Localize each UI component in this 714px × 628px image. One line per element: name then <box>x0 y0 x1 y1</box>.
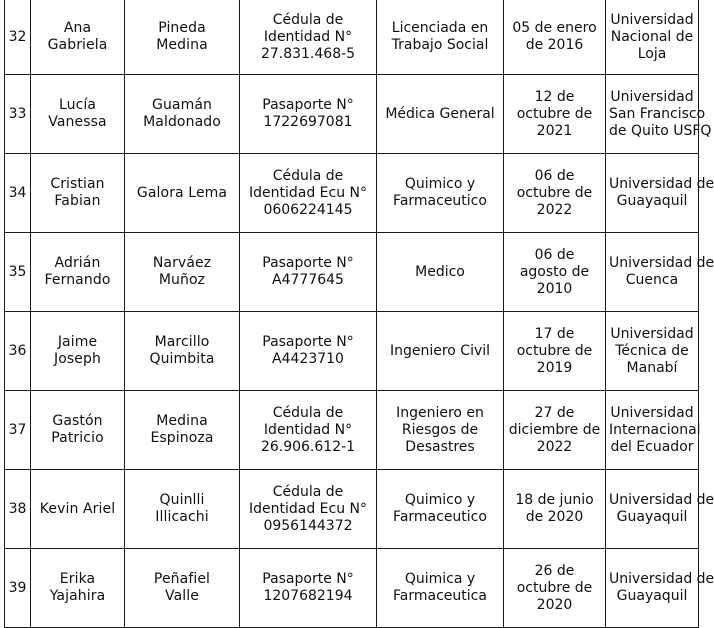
given-names-cell <box>31 75 125 154</box>
cell-text-line: Quimbita <box>149 351 215 367</box>
cell-text-line: Marcillo <box>154 334 210 350</box>
row-number-cell: 35 <box>5 233 31 312</box>
cell-text-line: San Francisco <box>609 105 706 122</box>
surnames-cell <box>125 75 240 154</box>
cell-text-line: 1207682194 <box>263 588 353 604</box>
cell-text-line: Narváez <box>152 255 212 271</box>
cell-text-line: Identidad Ecu N° <box>248 184 368 201</box>
graduation-date-cell <box>504 391 606 470</box>
cell-text-line: Lucía <box>58 97 97 113</box>
university-cell <box>606 391 699 470</box>
cell-text-line: Cédula de <box>272 167 344 184</box>
cell-text-line: Guamán <box>152 97 212 113</box>
cell-text-line: Licenciada en <box>391 20 489 36</box>
identity-document-cell <box>240 0 377 75</box>
cell-text-line: Identidad Ecu N° <box>248 500 368 517</box>
cell-text-line: octubre de <box>516 579 593 596</box>
cell-text-line: 2019 <box>536 359 573 376</box>
given-names-cell <box>31 549 125 628</box>
university-cell <box>606 312 699 391</box>
cell-text-line: Universidad de <box>609 255 714 271</box>
row-number-cell: 38 <box>5 470 31 549</box>
cell-text-line: Universidad <box>610 404 694 421</box>
professional-title-cell <box>377 549 504 628</box>
cell-text-line: Patricio <box>51 430 104 446</box>
cell-text-line: Guayaquil <box>616 509 688 525</box>
cell-text-line: 2010 <box>536 280 573 297</box>
given-names-cell <box>31 233 125 312</box>
cell-text-line: Pasaporte N° <box>262 571 354 587</box>
surnames-cell <box>125 154 240 233</box>
surnames-cell <box>125 312 240 391</box>
cell-text-line: Jaime <box>57 334 98 350</box>
cell-text-line: Desastres <box>405 438 475 455</box>
cell-text-line: Universidad <box>610 11 694 28</box>
identity-document-cell <box>240 154 377 233</box>
identity-document-cell <box>240 75 377 154</box>
cell-text-line: 0606224145 <box>263 201 353 218</box>
professional-title-cell <box>377 0 504 75</box>
cell-text-line: Pasaporte N° <box>262 255 354 271</box>
cell-text-line: Cuenca <box>625 272 679 288</box>
cell-text-line: Cédula de <box>272 483 344 500</box>
graduation-date-cell <box>504 312 606 391</box>
cell-text-line: de 2020 <box>525 509 584 525</box>
cell-text-line: 26 de <box>534 562 575 579</box>
graduation-date-cell <box>504 233 606 312</box>
university-cell <box>606 470 714 549</box>
cell-text-line: Valle <box>165 588 199 604</box>
cell-text-line: Espinoza <box>150 430 214 446</box>
cell-text-line: 18 de junio <box>515 492 594 508</box>
professional-title-cell <box>377 391 504 470</box>
university-cell <box>606 233 714 312</box>
cell-text-line: octubre de <box>516 184 593 201</box>
row-number-cell: 34 <box>5 154 31 233</box>
cell-text-line: A4423710 <box>272 351 344 367</box>
graduation-date-cell <box>504 470 606 549</box>
cell-text-line: Ingeniero en <box>396 404 484 421</box>
cell-text-line: Adrián <box>54 255 101 271</box>
cell-text-line: Quimico y <box>404 176 476 192</box>
cell-text-line: de 2016 <box>525 37 584 53</box>
cell-text-line: octubre de <box>516 342 593 359</box>
cell-text-line: 2022 <box>536 201 573 218</box>
row-number-cell: 32 <box>5 0 31 75</box>
identity-document-cell <box>240 391 377 470</box>
cell-text-line: 1722697081 <box>263 114 353 130</box>
given-names-cell <box>31 154 125 233</box>
cell-text-line: Universidad <box>610 325 694 342</box>
cell-text-line: Universidad de <box>609 571 714 587</box>
cell-text-line: Farmaceutico <box>393 509 487 525</box>
cell-text-line: Universidad <box>610 88 694 105</box>
identity-document-cell <box>240 549 377 628</box>
university-cell <box>606 549 714 628</box>
cell-text-line: Peñafiel <box>153 571 211 587</box>
cell-text-line: Trabajo Social <box>391 37 489 53</box>
cell-text-line: Universidad de <box>609 492 714 508</box>
cell-text-line: Loja <box>637 45 667 62</box>
row-number-cell: 36 <box>5 312 31 391</box>
cell-text-line: Fernando <box>44 272 111 288</box>
table-row <box>5 154 699 233</box>
cell-text-line: Farmaceutica <box>393 588 487 604</box>
graduation-date-cell <box>504 154 606 233</box>
table-row <box>5 75 699 154</box>
graduation-date-cell <box>504 75 606 154</box>
cell-text-line: Medina <box>156 413 208 429</box>
cell-text-line: Cédula de <box>272 11 344 28</box>
identity-document-cell <box>240 233 377 312</box>
table-row <box>5 470 699 549</box>
cell-text-line: Identidad N° <box>263 421 353 438</box>
given-names-cell <box>31 470 125 549</box>
cell-text-line: 17 de <box>534 325 575 342</box>
cell-text-line: 27 de <box>534 404 575 421</box>
cell-text-line: del Ecuador <box>610 438 694 455</box>
cell-text-line: Yajahira <box>49 588 106 604</box>
cell-text-line: Medico <box>415 263 465 280</box>
row-number-cell: 33 <box>5 75 31 154</box>
cell-text-line: Fabian <box>54 193 101 209</box>
cell-text-line: Ingeniero Civil <box>389 342 491 359</box>
cell-text-line: Kevin Ariel <box>39 500 116 517</box>
cell-text-line: Gabriela <box>47 37 108 53</box>
cell-text-line: Médica General <box>385 105 495 122</box>
cell-text-line: Ana <box>63 20 92 36</box>
cell-text-line: Medina <box>156 37 208 53</box>
cell-text-line: Pineda <box>158 20 206 36</box>
cell-text-line: de Quito USFQ <box>609 122 712 139</box>
cell-text-line: Guayaquil <box>616 193 688 209</box>
graduation-date-cell <box>504 0 606 75</box>
registry-table-body <box>5 0 714 628</box>
cell-text-line: 05 de enero <box>512 20 597 36</box>
cell-text-line: Farmaceutico <box>393 193 487 209</box>
row-number-cell: 39 <box>5 549 31 628</box>
table-row <box>5 549 699 628</box>
professional-title-cell <box>377 233 504 312</box>
identity-document-cell <box>240 312 377 391</box>
cell-text-line: Maldonado <box>143 114 221 130</box>
cell-text-line: 0956144372 <box>263 517 353 534</box>
registry-table <box>4 0 714 628</box>
surnames-cell <box>125 549 240 628</box>
identity-document-cell <box>240 470 377 549</box>
cell-text-line: 27.831.468-5 <box>260 45 356 62</box>
cell-text-line: 2022 <box>536 438 573 455</box>
cell-text-line: octubre de <box>516 105 593 122</box>
professional-title-cell <box>377 312 504 391</box>
given-names-cell <box>31 391 125 470</box>
cell-text-line: 2020 <box>536 596 573 613</box>
university-cell <box>606 154 714 233</box>
cell-text-line: Cédula de <box>272 404 344 421</box>
cell-text-line: Riesgos de <box>401 421 479 438</box>
cell-text-line: Pasaporte N° <box>262 334 354 350</box>
cell-text-line: 06 de <box>534 246 575 263</box>
cell-text-line: Joseph <box>54 351 101 367</box>
cell-text-line: Quimico y <box>404 492 476 508</box>
cell-text-line: 26.906.612-1 <box>260 438 356 455</box>
table-row <box>5 0 699 75</box>
cell-text-line: A4777645 <box>272 272 344 288</box>
cell-text-line: Internacional <box>609 421 701 438</box>
table-row <box>5 312 699 391</box>
cell-text-line: 2021 <box>536 122 573 139</box>
given-names-cell <box>31 312 125 391</box>
cell-text-line: Galora Lema <box>136 184 228 201</box>
cell-text-line: Quimica y <box>404 571 476 587</box>
professional-title-cell <box>377 470 504 549</box>
cell-text-line: 12 de <box>534 88 575 105</box>
row-number-cell: 37 <box>5 391 31 470</box>
cell-text-line: diciembre de <box>508 421 601 438</box>
given-names-cell <box>31 0 125 75</box>
cell-text-line: Guayaquil <box>616 588 688 604</box>
surnames-cell <box>125 391 240 470</box>
cell-text-line: Illicachi <box>155 509 209 525</box>
cell-text-line: agosto de <box>519 263 590 280</box>
cell-text-line: Identidad N° <box>263 28 353 45</box>
graduation-date-cell <box>504 549 606 628</box>
cell-text-line: Muñoz <box>158 272 206 288</box>
professional-title-cell <box>377 154 504 233</box>
university-cell <box>606 75 712 154</box>
cell-text-line: Vanessa <box>48 114 107 130</box>
cell-text-line: Quinlli <box>159 492 205 508</box>
table-row <box>5 233 699 312</box>
cell-text-line: Pasaporte N° <box>262 97 354 113</box>
cell-text-line: Técnica de <box>615 342 689 359</box>
cell-text-line: Manabí <box>626 359 678 376</box>
university-cell <box>606 0 699 75</box>
cell-text-line: Erika <box>59 571 96 587</box>
surnames-cell <box>125 0 240 75</box>
cell-text-line: Nacional de <box>610 28 694 45</box>
cell-text-line: Cristian <box>50 176 105 192</box>
cell-text-line: 06 de <box>534 167 575 184</box>
cell-text-line: Universidad de <box>609 176 714 192</box>
surnames-cell <box>125 233 240 312</box>
surnames-cell <box>125 470 240 549</box>
professional-title-cell <box>377 75 504 154</box>
table-row <box>5 391 699 470</box>
cell-text-line: Gastón <box>52 413 103 429</box>
